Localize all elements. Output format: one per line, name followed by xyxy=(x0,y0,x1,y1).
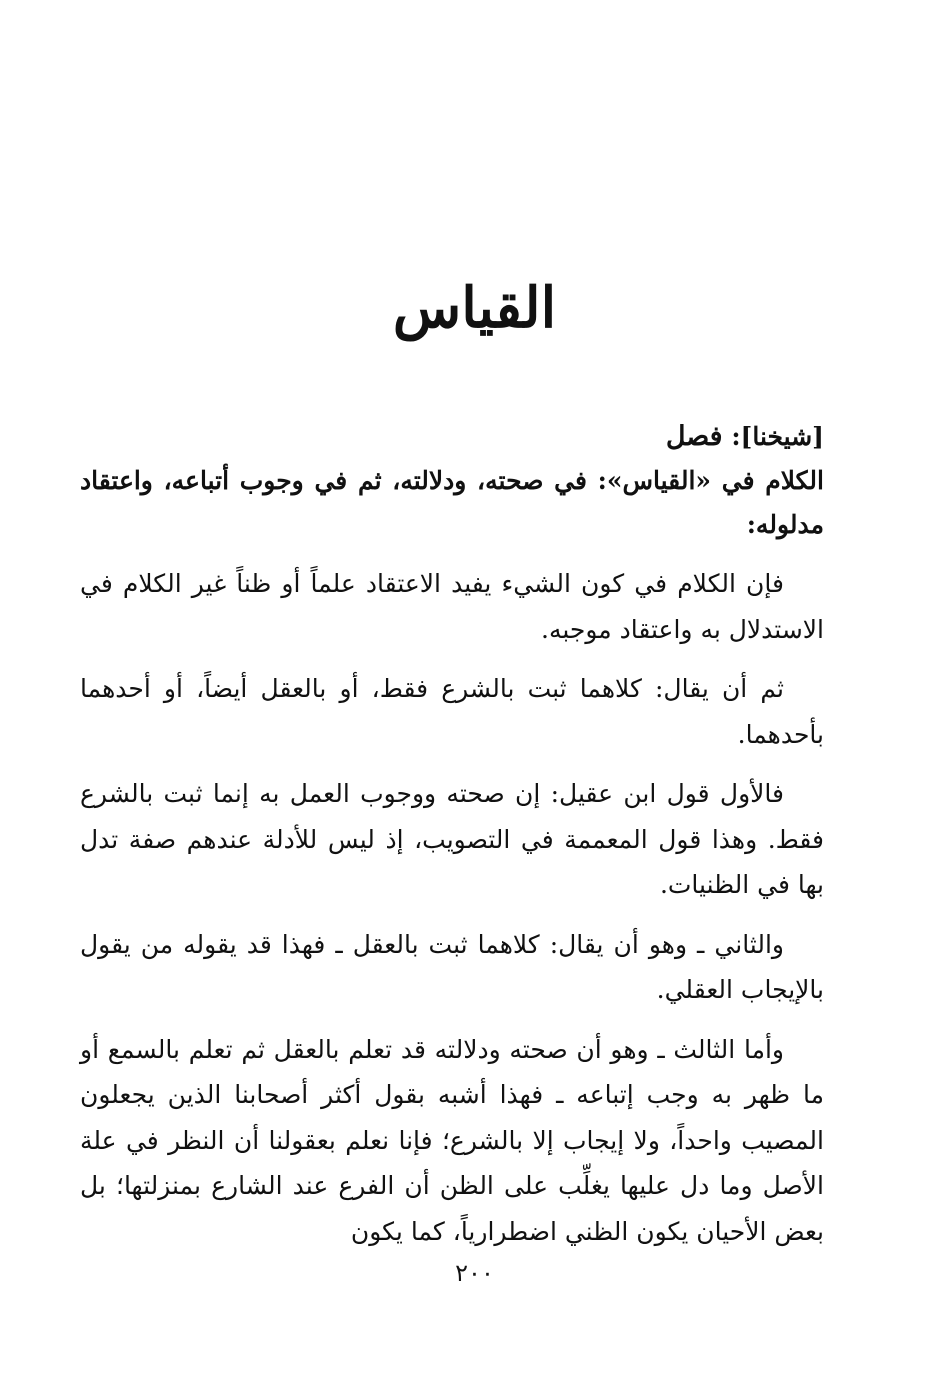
paragraph: فالأول قول ابن عقيل: إن صحته ووجوب العمل به إنما ثبت بالشرع فقط. وهذا قول المعممة في التصويب، إذ ليس للأدلة عندهم صفة تدل بها في الظنيات. xyxy=(80,779,824,899)
source-label: [شيخنا]: xyxy=(731,422,824,451)
section-word: فصل xyxy=(665,421,723,452)
body-text xyxy=(80,415,824,1268)
chapter-title: القياس xyxy=(392,275,557,341)
paragraph: فإن الكلام في كون الشيء يفيد الاعتقاد علماً أو ظناً غير الكلام في الاستدلال به واعتقاد موجبه. xyxy=(80,569,824,644)
paragraph: وأما الثالث ـ وهو أن صحته ودلالته قد تعلم بالعقل ثم تعلم بالسمع أو ما ظهر به وجب إتباعه ـ فهذا أشبه بقول أكثر أصحابنا الذين يجعلون المصيب واحداً، ولا إيجاب إلا بالشرع؛ فإنا نعلم بعقولنا أن النظر في علة الأصل وما دل عليها يغلِّب على الظن أن الفرع عند الشارع بمنزلتها؛ بل بعض الأحيان يكون الظني اضطرارياً، كما يكون xyxy=(80,1034,824,1246)
section-heading xyxy=(80,415,824,459)
paragraph: ثم أن يقال: كلاهما ثبت بالشرع فقط، أو بالعقل أيضاً، أو أحدهما بأحدهما. xyxy=(80,674,824,749)
page-number: ٢٠٠ xyxy=(455,1259,494,1287)
paragraph: والثاني ـ وهو أن يقال: كلاهما ثبت بالعقل ـ فهذا قد يقوله من يقول بالإيجاب العقلي. xyxy=(80,929,824,1004)
section-subheading: الكلام في «القياس»: في صحته، ودلالته، ثم في وجوب أتباعه، واعتقاد مدلوله: xyxy=(80,466,824,539)
